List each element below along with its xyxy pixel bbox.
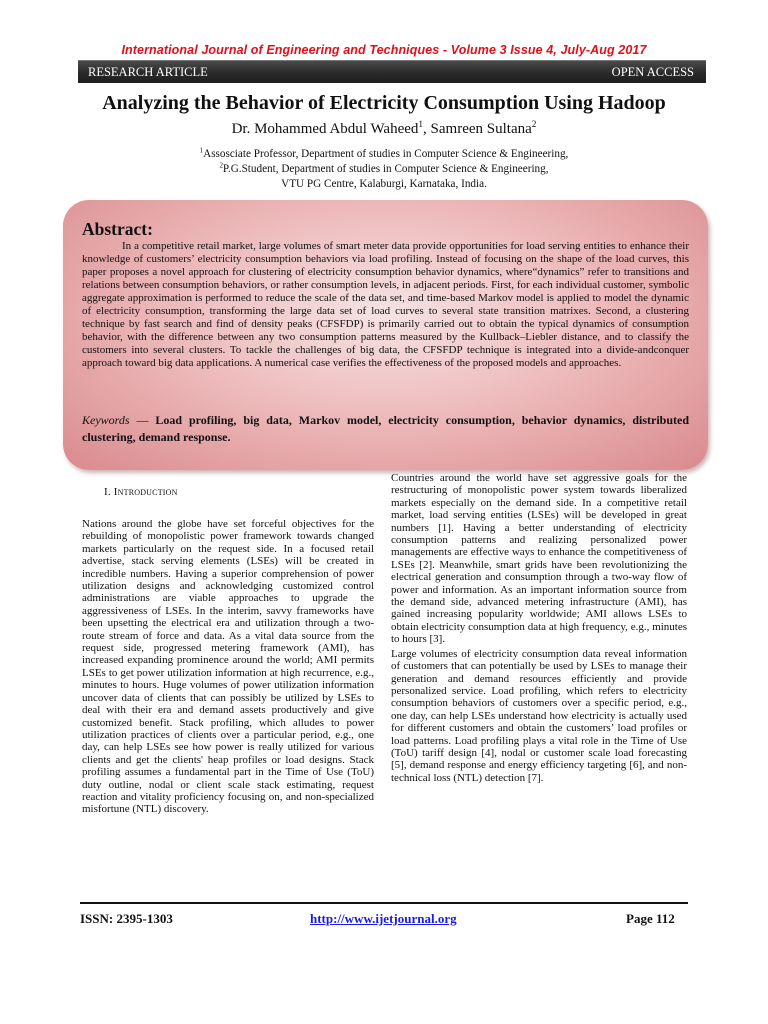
affiliation-marker: 1: [199, 146, 204, 155]
keywords-label: Keywords: [82, 413, 130, 427]
affiliation-line: [0, 162, 768, 177]
intro-paragraph: Large volumes of electricity consumption data reveal information of customers that can potentially be used by LSEs to manage their generation and demand resources efficiently and provide personalized service. Load profiling, which refers to electricity consumption behaviors of customers over a specific period, e.g., one day, can help LSEs understand how electricity is actually used for different customers and obtain the customers’ load profiles or load patterns. Load profiling plays a vital role in the Time of Use (ToU) tariff design [4], nodal or customer scale load forecasting [5], demand response and energy efficiency targeting [6], and non-technical loss (NTL) detection [7].: [391, 647, 687, 784]
author-name: Samreen Sultana: [430, 121, 532, 137]
intro-right-column: [391, 472, 687, 784]
paper-title: Analyzing the Behavior of Electricity Consumption Using Hadoop: [102, 92, 666, 114]
intro-paragraph: Countries around the world have set aggressive goals for the restructuring of monopolistic power system towards liberalized markets especially on the demand side. In a competitive retail market, load serving entities (LSEs) will be developed in great numbers [1]. Having a better understanding of electricity consumption patterns and realizing personalized power managements are effective ways to enhance the competitiveness of LSEs [2]. Meanwhile, smart grids have been revolutionizing the electrical generation and consumption through a two-way flow of power and information. As an important information source from the demand side, advanced metering infrastructure (AMI), has gained increasing popularity worldwide; AMI allows LSEs to obtain electricity consumption data at high frequency, e.g., minutes to hours [3].: [391, 472, 687, 646]
open-access-label: OPEN ACCESS: [611, 64, 694, 79]
author-affiliation-marker: 1: [418, 120, 424, 130]
keywords: [82, 412, 689, 445]
footer-issn: ISSN: 2395-1303: [80, 911, 173, 926]
footer-page-number: Page 112: [626, 911, 675, 926]
affiliation-line: [0, 147, 768, 162]
footer-divider: [80, 902, 688, 904]
intro-left-column-text: Nations around the globe have set forceful objectives for the rebuilding of monopolistic power framework towards changed markets particularly on the request side. In a focused retail advertise, stack serving elements (LSEs) will be created in incredible numbers. Having a superior comprehension of power utilization designs and acknowledging customized control administrations are viable approaches to upgrade the aggressiveness of LSEs. In the interim, savvy frameworks have been upsetting the electrical era and utilization through a two-route stream of force and data. As a vital data source from the request side, progressed metering framework (AMI), has increased expanding prominence around the world; AMI permits LSEs to get power utilization information at high recurrence, e.g., minutes to hours. Huge volumes of power utilization information uncover data of clients that can possibly be utilized by LSEs to deal with their era and demand assets productively and give customized benefit. Stack profiling, which alludes to power utilization practices of clients over a particular period, e.g., one day, can help LSEs see how power is really utilized for various clients and get the clients' heap profiles or load designs. Stack profiling assumes a fundamental part in the Time of Use (ToU) duty outline, nodal or client scale stack estimating, request reaction and vitality proficiency focusing on, and non-specialized misfortune (NTL) discovery.: [82, 518, 374, 816]
journal-header: International Journal of Engineering and Techniques - Volume 3 Issue 4, July-Aug 2017: [121, 43, 647, 57]
affiliation-line: VTU PG Centre, Kalaburgi, Karnataka, India.: [281, 178, 487, 190]
affiliation-text: P.G.Student, Department of studies in Computer Science & Engineering,: [222, 163, 549, 175]
author-name: Dr. Mohammed Abdul Waheed: [231, 121, 419, 137]
footer-journal-link[interactable]: http://www.ijetjournal.org: [310, 911, 457, 926]
affiliation-text: Assosciate Professor, Department of studies in Computer Science & Engineering,: [203, 148, 569, 160]
article-type-label: RESEARCH ARTICLE: [88, 64, 208, 79]
affiliation-marker: 2: [219, 161, 223, 170]
abstract-body: In a competitive retail market, large volumes of smart meter data provide opportunities for load serving entities to enhance their knowledge of customers’ electricity consumption behaviors via load profiling. Instead of focusing on the shape of the load curves, this paper proposes a novel approach for clustering of electricity consumption behavior dynamics, where“dynamics” refer to transitions and relations between consumption behaviors, or rather consumption levels, in adjacent periods. First, for each individual customer, symbolic aggregate approximation is performed to reduce the scale of the data set, and time-based Markov model is applied to model the dynamic of electricity consumption, transforming the large data set of load curves to several state transition matrixes. Second, a clustering technique by fast search and find of density peaks (CFSFDP) is primarily carried out to obtain the typical dynamics of consumption behavior, with the difference between any two consumption patterns measured by the Kullback–Liebler distance, and to classify the customers into several clusters. To tackle the challenges of big data, the CFSFDP technique is integrated into a divide-andconquer approach toward big data applications. A numerical case verifies the effectiveness of the proposed models and approaches.: [82, 240, 689, 369]
author-separator: ,: [423, 121, 431, 137]
abstract-heading: Abstract:: [82, 219, 153, 239]
article-type-bar: [78, 60, 706, 83]
author-list: [0, 121, 768, 138]
keywords-dash: —: [129, 413, 156, 427]
author-affiliation-marker: 2: [531, 120, 537, 130]
keywords-list: Load profiling, big data, Markov model, electricity consumption, behavior dynamics, distributed clustering, demand response.: [82, 413, 690, 444]
section-heading-introduction: I. Introduction: [104, 486, 178, 498]
affiliations: [0, 147, 768, 192]
